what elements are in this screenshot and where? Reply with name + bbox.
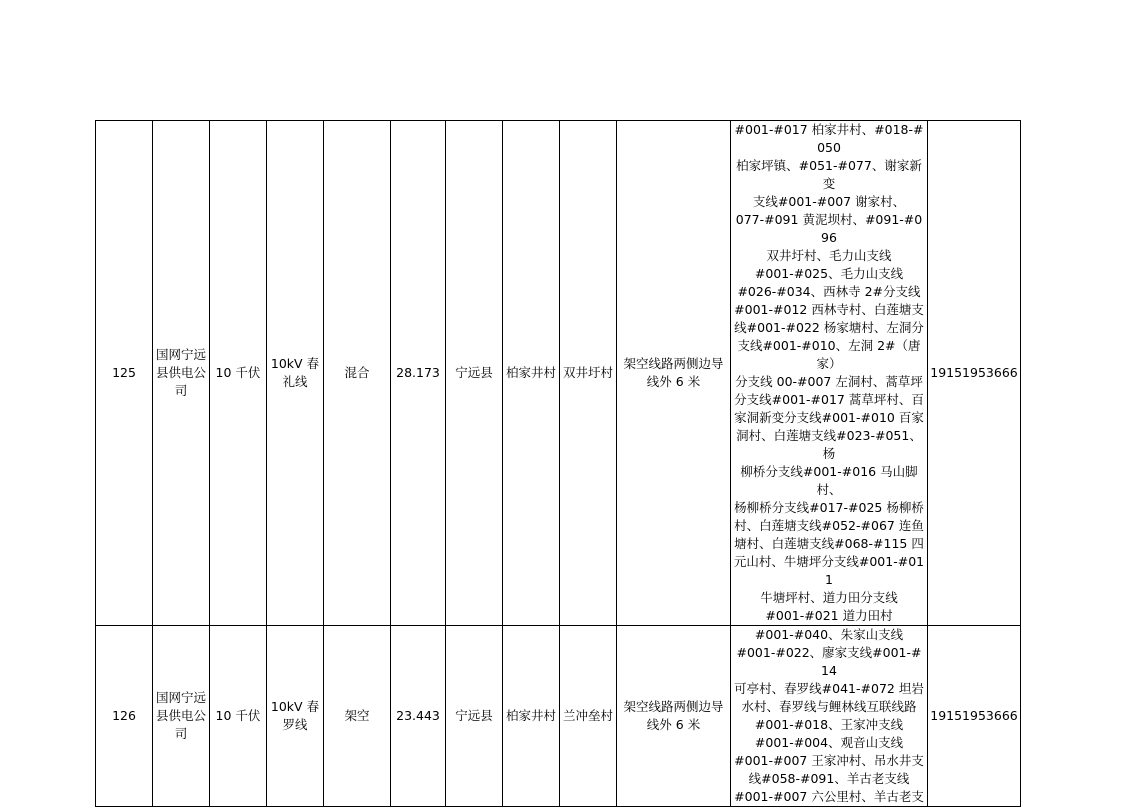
detail-line: 洞村、白莲塘支线#023-#051、杨: [736, 428, 922, 461]
power-line-table: [95, 120, 1021, 807]
line-name: 10kV 春罗线: [267, 626, 324, 807]
detail-line: 柏家坪镇、#051-#077、谢家新变: [736, 158, 922, 191]
voltage-level: 10 千伏: [210, 626, 267, 807]
detail-line: 牛塘坪村、道力田分支线: [760, 590, 898, 605]
detail-line: 家洞新变分支线#001-#010 百家: [734, 410, 924, 425]
detail-line: #001-#025、毛力山支线: [754, 266, 904, 281]
county-name: 宁远县: [446, 626, 503, 807]
detail-line: 分支线 00-#007 左洞村、蒿草坪: [735, 374, 923, 389]
contact-phone: 19151953666: [928, 121, 1021, 626]
detail-line: 双井圩村、毛力山支线: [766, 248, 892, 263]
detail-line: 村、白莲塘支线#052-#067 连鱼: [734, 518, 924, 533]
table-row: [96, 626, 1021, 807]
detail-line: 支线#001-#007 谢家村、: [752, 194, 906, 209]
village-name: 兰冲垒村: [560, 626, 617, 807]
company-name: 国网宁远县供电公司: [153, 121, 210, 626]
row-number: 126: [96, 626, 153, 807]
detail-line: 支线#001-#010、左洞 2#（唐家）: [737, 338, 921, 371]
detail-line: 线#058-#091、羊古老支线: [748, 771, 910, 786]
row-number: 125: [96, 121, 153, 626]
detail-line: 水村、春罗线与鲤林线互联线路: [741, 699, 917, 714]
town-name: 柏家井村: [503, 121, 560, 626]
line-length: 23.443: [391, 626, 446, 807]
detail-line: 077-#091 黄泥坝村、#091-#096: [735, 212, 923, 245]
town-name: 柏家井村: [503, 626, 560, 807]
tower-segment-details: [731, 121, 928, 626]
protection-range: 架空线路两侧边导线外 6 米: [617, 626, 731, 807]
county-name: 宁远县: [446, 121, 503, 626]
detail-line: #001-#012 西林寺村、白莲塘支: [734, 302, 924, 317]
detail-line: #001-#018、王家冲支线: [754, 717, 904, 732]
detail-line: 线#001-#022 杨家塘村、左洞分: [734, 320, 924, 335]
detail-line: #026-#034、西林寺 2#分支线: [737, 284, 921, 299]
voltage-level: 10 千伏: [210, 121, 267, 626]
line-name: 10kV 春礼线: [267, 121, 324, 626]
tower-segment-details: [731, 626, 928, 807]
detail-line: #001-#040、朱家山支线: [754, 627, 904, 642]
detail-line: 分支线#001-#017 蒿草坪村、百: [734, 392, 924, 407]
detail-line: 塘村、白莲塘支线#068-#115 四: [734, 536, 924, 551]
detail-line: #001-#004、观音山支线: [754, 735, 904, 750]
village-name: 双井圩村: [560, 121, 617, 626]
detail-line: #001-#022、廖家支线#001-#14: [736, 645, 922, 678]
detail-line: #001-#021 道力田村: [765, 608, 893, 623]
table-row: [96, 121, 1021, 626]
line-length: 28.173: [391, 121, 446, 626]
detail-line: 柳桥分支线#001-#016 马山脚村、: [740, 464, 918, 497]
line-type: 架空: [324, 626, 391, 807]
contact-phone: 19151953666: [928, 626, 1021, 807]
company-name: 国网宁远县供电公司: [153, 626, 210, 807]
line-type: 混合: [324, 121, 391, 626]
detail-line: 杨柳桥分支线#017-#025 杨柳桥: [734, 500, 924, 515]
detail-line: 可亭村、春罗线#041-#072 坦岩: [734, 681, 924, 696]
detail-line: #001-#007 王家冲村、吊水井支: [734, 753, 924, 768]
protection-range: 架空线路两侧边导线外 6 米: [617, 121, 731, 626]
detail-line: 元山村、牛塘坪分支线#001-#011: [733, 554, 925, 587]
detail-line: #001-#017 柏家井村、#018-#050: [734, 122, 924, 155]
detail-line: #001-#007 六公里村、羊古老支: [734, 789, 924, 804]
